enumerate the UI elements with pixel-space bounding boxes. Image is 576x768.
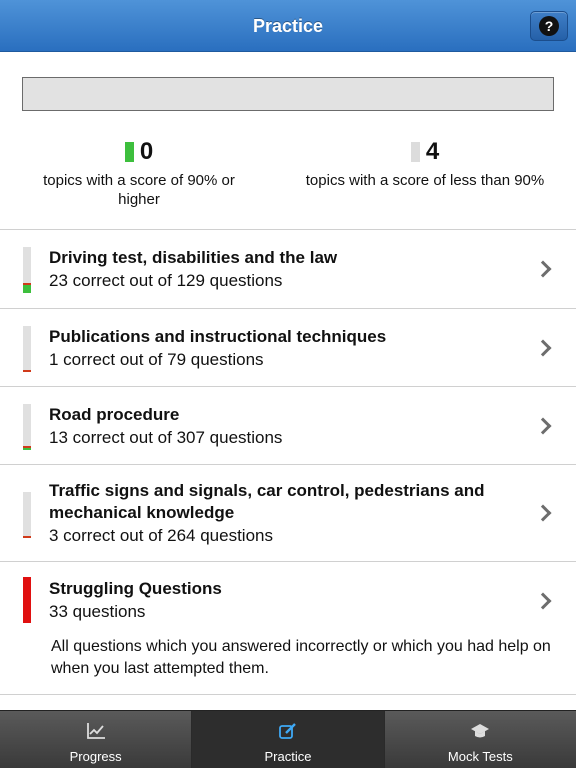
tab-practice-label: Practice [264,749,312,764]
topic-title: Road procedure [49,405,180,424]
gray-swatch [411,142,420,162]
tab-mock-tests[interactable] [385,711,576,768]
graduation-cap-icon [470,722,490,740]
below-caption: topics with a score of less than 90% [305,172,545,189]
struggling-subtitle: 33 questions [49,602,146,621]
topic-progress-bar [23,492,31,538]
green-swatch [125,142,134,162]
topic-progress-bar [23,326,31,372]
chevron-right-icon [535,261,552,278]
topic-progress-fill [23,448,31,450]
above-count: 0 [139,138,154,165]
topic-progress-fill [23,536,31,538]
tab-progress-label: Progress [69,749,122,764]
overall-progress-bar [22,77,554,111]
chevron-right-icon [535,418,552,435]
topic-title: Publications and instructional techniques [49,327,387,346]
topic-row[interactable] [0,229,576,308]
tab-progress[interactable] [0,711,192,768]
topics-above-threshold [30,138,248,209]
topic-list [0,229,576,695]
topic-progress-bar [23,247,31,293]
topic-subtitle: 23 correct out of 129 questions [49,271,283,290]
topic-progress-fill [23,370,31,372]
topic-subtitle: 13 correct out of 307 questions [49,428,283,447]
topic-title: Driving test, disabilities and the law [49,248,338,267]
question-circle-icon: ? [539,16,559,36]
below-count: 4 [425,138,440,165]
topic-subtitle: 1 correct out of 79 questions [49,350,264,369]
edit-icon [278,722,298,740]
struggling-bar [23,577,31,623]
topic-progress-fill [23,285,31,293]
navigation-bar [0,0,576,52]
chevron-right-icon [535,505,552,522]
topic-progress-bar [23,404,31,450]
chevron-right-icon [535,340,552,357]
tab-bar [0,710,576,768]
topics-below-threshold [296,138,554,190]
above-caption: topics with a score of 90% or higher [43,172,235,208]
topic-title: Traffic signs and signals, car control, pedestrians and mechanical knowledge [49,481,485,522]
page-title: Practice [252,16,324,36]
struggling-questions-row[interactable] [0,561,576,695]
topic-row[interactable] [0,308,576,386]
struggling-title: Struggling Questions [49,579,222,598]
topic-row[interactable] [0,386,576,464]
tab-practice[interactable] [192,711,384,768]
topic-row[interactable] [0,464,576,561]
tab-mock-tests-label: Mock Tests [447,749,513,764]
struggling-description: All questions which you answered incorrectly or which you had help on when you last attempted them. [51,638,551,677]
topic-incorrect-marker [23,446,31,448]
topic-incorrect-marker [23,283,31,285]
help-button[interactable] [530,11,568,41]
chevron-right-icon [535,593,552,610]
topic-subtitle: 3 correct out of 264 questions [49,526,273,545]
line-chart-icon [86,722,106,740]
